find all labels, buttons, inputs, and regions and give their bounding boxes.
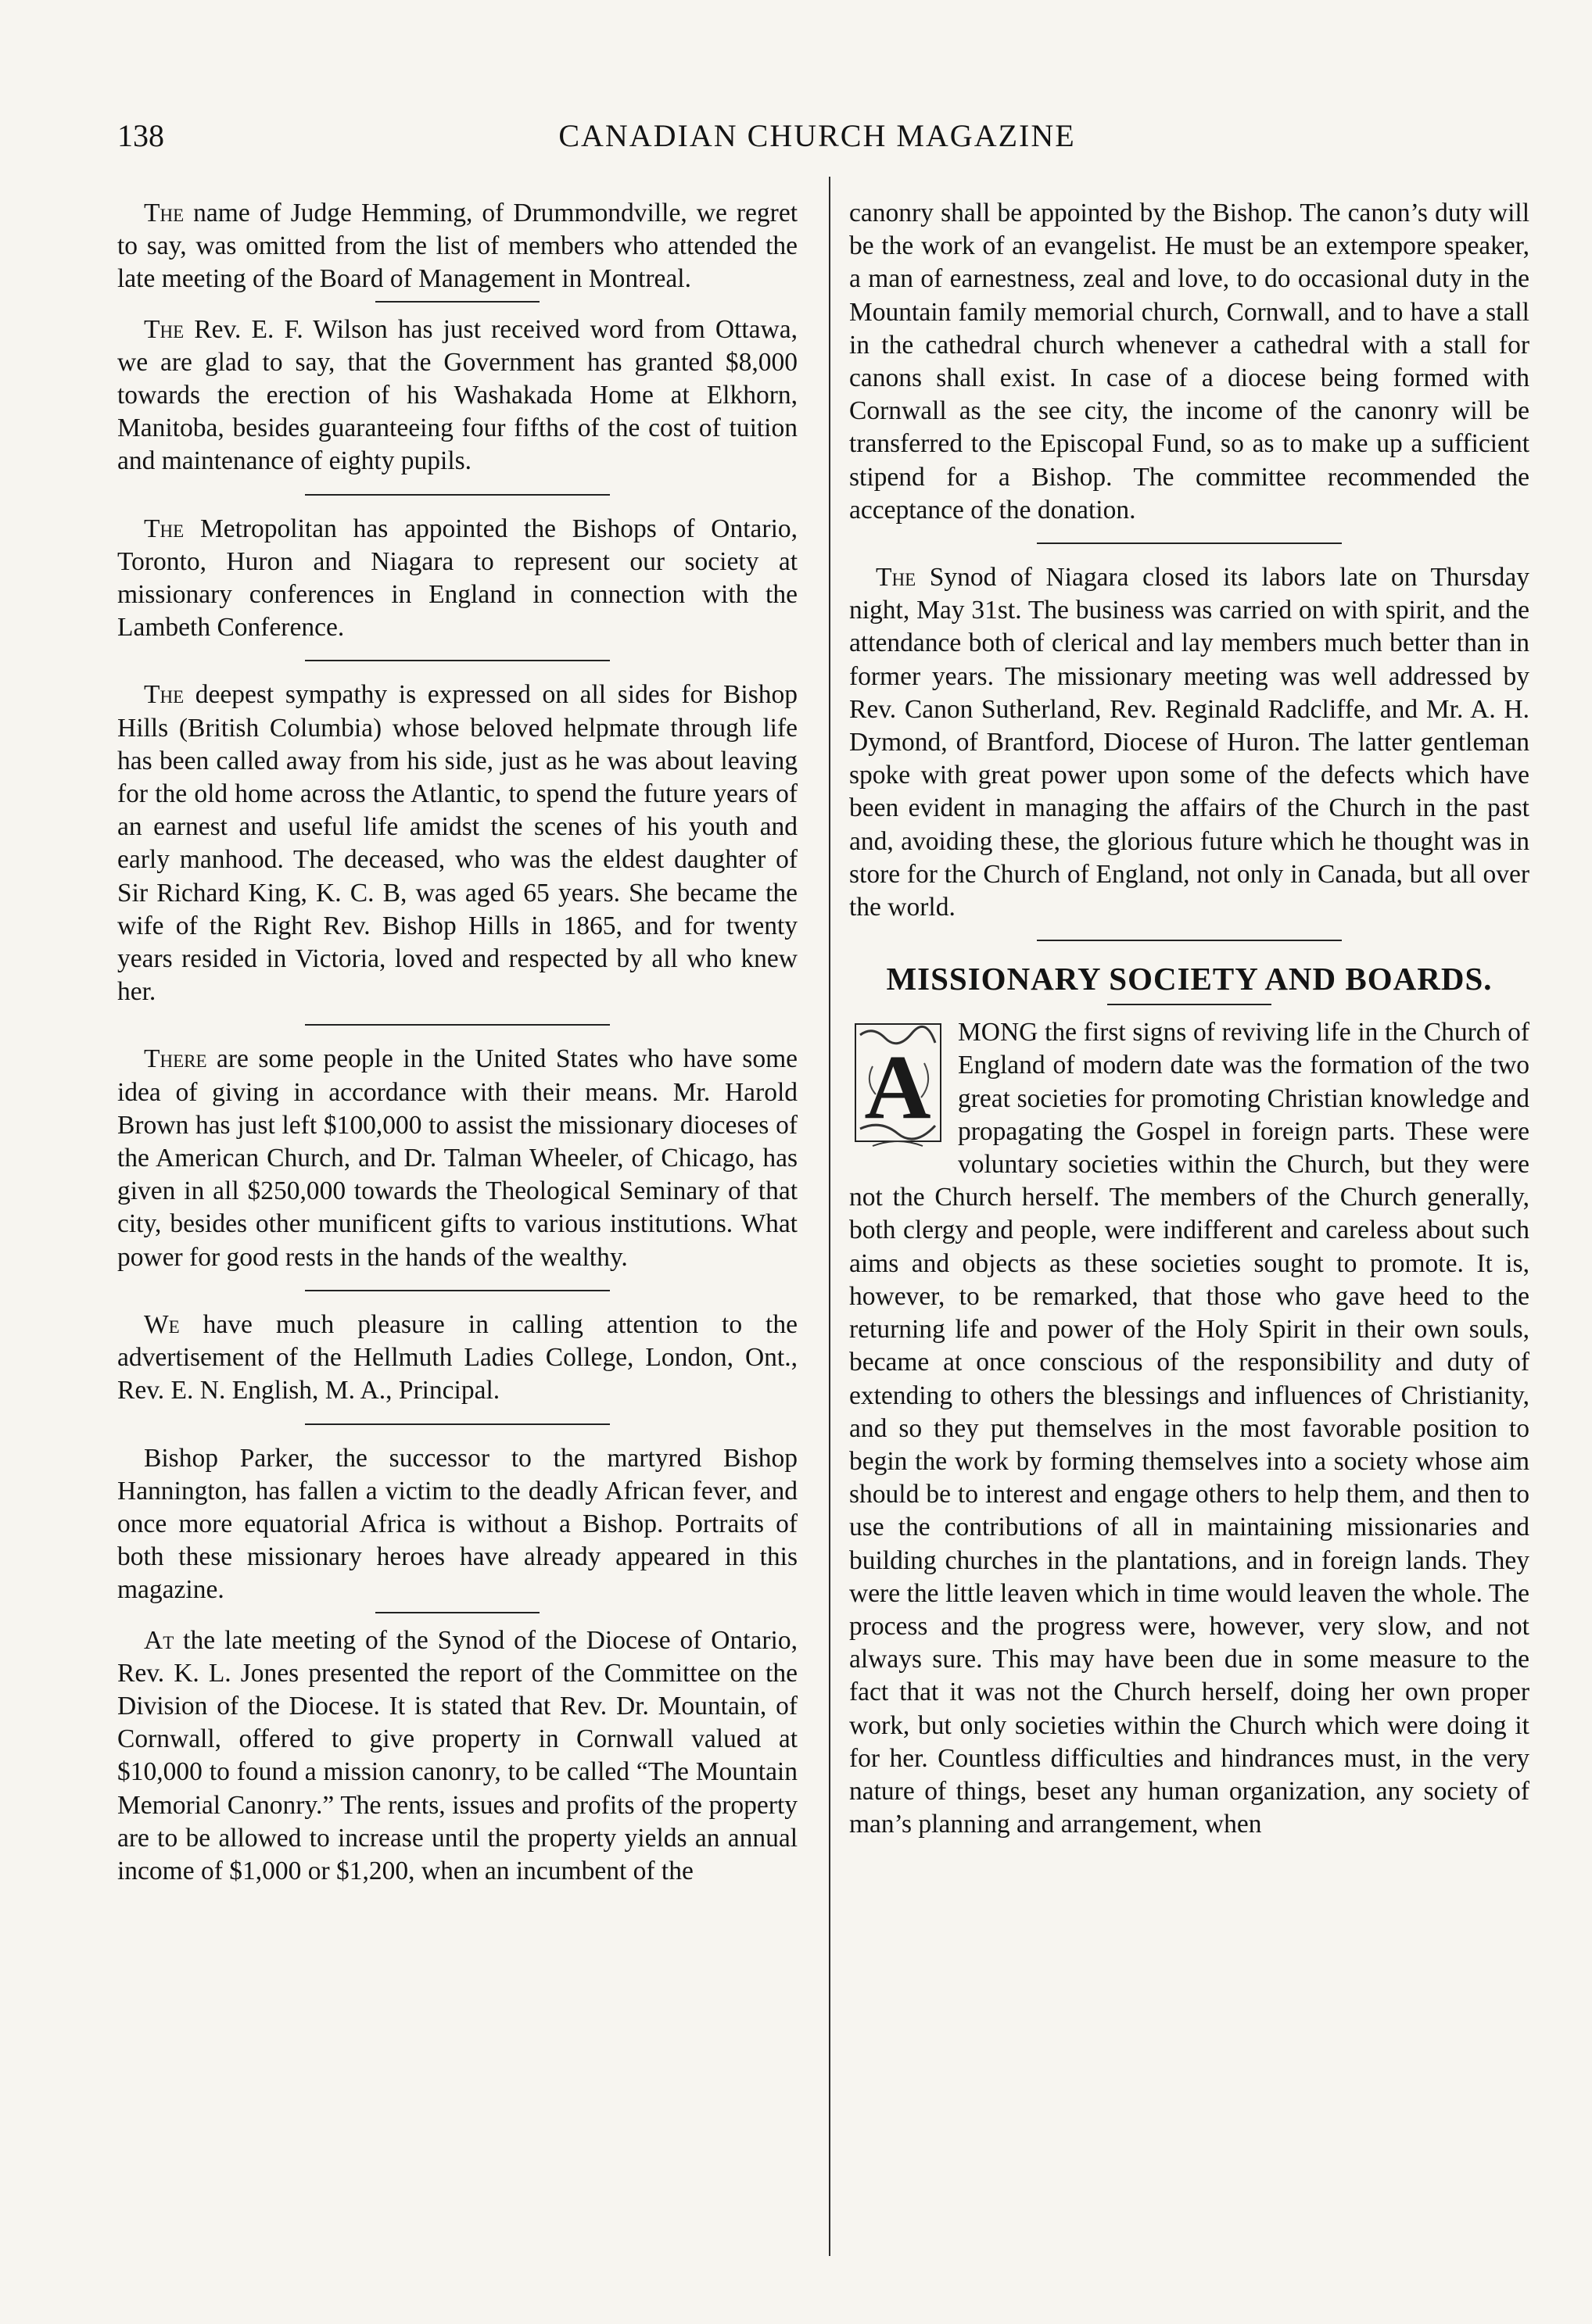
lead-word: At (144, 1625, 174, 1655)
lead-word: There (144, 1044, 207, 1074)
paragraph-text: are some people in the United States who have some idea of giving in accordance with their means. Mr. Harold Brown has just left $100,000 to assist the missionary dioceses of the American Church, and Dr. Talman Wheeler, of Chicago, has given in all $250,000 towards the Theological Seminary of that city, besides other munificent gifts to various institutions. What power for good rests in the hands of the wealthy. (117, 1044, 798, 1272)
article-opening (849, 1016, 1529, 1841)
separator-rule (305, 1024, 610, 1026)
news-item-giving (117, 1043, 798, 1273)
paragraph-text: Bishop Parker, the successor to the martyred Bishop Hannington, has fallen a victim to the deadly African fever, and once more equatorial Africa is without a Bishop. Portraits of both these missionary heroes have already appeared in this magazine. (117, 1443, 798, 1605)
separator-rule (375, 301, 540, 303)
section-heading: MISSIONARY SOCIETY AND BOARDS. (886, 961, 1493, 997)
paragraph-text: the first signs of reviving life in the Church of England of modern date was the formation of the two great societies for promoting Christian knowledge and propagating the Gospel in foreign parts. These were voluntary societies within the Church, but they were not the Church herself. The members of the Church generally, both clergy and people, were indifferent and careless about such aims and objects as these societies sought to promote. It is, however, to be remarked, that those who gave heed to the returning life and power of the Holy Spirit in their own souls, became at once conscious of the responsibility and duty of extending to others the blessings and influences of Christianity, and so they put themselves in the most favorable position to begin the work by forming themselves into a society whose aim should be to interest and engage others to help them, and then to use the contributions of all in maintaining missionaries and building churches in the plantations, and in foreign lands. They were the little leaven which in time would leaven the whole. The process and the progress were, however, very slow, and not always sure. This may have been due in some measure to the fact that it was not the Church herself, doing her own proper work, but only societies within the Church which were doing it for her. Countless difficulties and hindrances must, in the very nature of things, beset any human organization, any society of man’s planning and arrangement, when (849, 1018, 1529, 1839)
right-column (849, 197, 1529, 1841)
running-title: CANADIAN CHURCH MAGAZINE (558, 118, 1076, 153)
paragraph-text: have much pleasure in calling attention to the advertisement of the Hellmuth Ladies College, London, Ont., Rev. E. N. English, M. A., Principal. (117, 1309, 798, 1406)
lead-word: The (144, 314, 185, 344)
separator-rule (305, 1290, 610, 1291)
news-item-hemming (117, 197, 798, 296)
lead-word: We (144, 1309, 180, 1339)
news-item-hellmuth (117, 1309, 798, 1408)
separator-rule (305, 1423, 610, 1425)
paragraph-text: Synod of Niagara closed its labors late on Thursday night, May 31st. The business was carried on with spirit, and the attendance both of clerical and lay members much better than in former years. The missionary meeting was well addressed by Rev. Canon Sutherland, Rev. Reginald Radcliffe, and Mr. A. H. Dymond, of Brantford, Diocese of Huron. The latter gentleman spoke with great power upon some of the defects which have been evident in managing the affairs of the Church in the past and, avoiding these, the glorious future which he thought was in store for the Church of England, not only in Canada, but all over the world. (849, 563, 1529, 922)
news-item-bishop-parker (117, 1442, 798, 1607)
lead-word: MONG (958, 1018, 1038, 1047)
separator-rule (305, 660, 610, 661)
page-header (117, 117, 1517, 167)
continued-paragraph: canonry shall be appointed by the Bishop. The canon’s duty will be the work of an evangelist. He must be an extempore speaker, a man of earnestness, zeal and love, to do occasional duty in the Mountain family memorial church, Cornwall, and to have a stall in the cathedral church whenever a cathedral with a stall for canons shall exist. In case of a diocese being formed with Cornwall as the see city, the income of the canonry will be transferred to the Episcopal Fund, so as to make up a sufficient stipend for a Bishop. The committee recommended the acceptance of the donation. (849, 199, 1529, 525)
left-column (117, 197, 798, 1888)
lead-word: The (144, 514, 185, 543)
separator-rule (1037, 543, 1342, 544)
paragraph-text: name of Judge Hemming, of Drummondville, we regret to say, was omitted from the list of members who attended the late meeting of the Board of Management in Montreal. (117, 199, 798, 294)
lead-word: The (144, 199, 185, 227)
news-item-metropolitan (117, 513, 798, 645)
separator-rule (375, 1612, 540, 1613)
news-item-ontario-synod (117, 1624, 798, 1889)
separator-rule (1107, 1004, 1271, 1005)
paragraph-text: Metropolitan has appointed the Bishops of Ontario, Toronto, Huron and Niagara to represent our society at missionary conferences in England in connection with the Lambeth Conference. (117, 514, 798, 643)
ornamental-dropcap (849, 1019, 947, 1152)
page-number: 138 (117, 118, 164, 153)
paragraph-text: the late meeting of the Synod of the Diocese of Ontario, Rev. K. L. Jones presented the report of the Committee on the Division of the Diocese. It is stated that Rev. Dr. Mountain, of Cornwall, offered to give property in Cornwall valued at $10,000 to found a mission canonry, to be called “The Mountain Memorial Canonry.” The rents, issues and profits of the property are to be allowed to increase until the property yields an annual income of $1,000 or $1,200, when an incumbent of the (117, 1625, 798, 1885)
paragraph-text: deepest sympathy is expressed on all sides for Bishop Hills (British Columbia) whose beloved helpmate through life has been called away from his side, just as he was about leaving for the old home across the Atlantic, to spend the future years of an earnest and useful life amidst the scenes of his youth and early manhood. The deceased, who was the eldest daughter of Sir Richard King, K. C. B, was aged 65 years. She became the wife of the Right Rev. Bishop Hills in 1865, and for twenty years resided in Victoria, loved and respected by all who knew her. (117, 680, 798, 1007)
dropcap-letter: A (864, 1036, 931, 1139)
news-item-wilson (117, 313, 798, 478)
column-divider (829, 177, 830, 2256)
lead-word: The (876, 563, 916, 593)
news-item-niagara-synod (849, 561, 1529, 924)
paragraph-text: Rev. E. F. Wilson has just received word from Ottawa, we are glad to say, that the Government has granted $8,000 towards the erection of his Washakada Home at Elkhorn, Manitoba, besides guaranteeing four fifths of the cost of tuition and maintenance of eighty pupils. (117, 314, 798, 476)
news-item-bishop-hills (117, 679, 798, 1008)
separator-rule (1037, 940, 1342, 941)
lead-word: The (144, 680, 185, 710)
separator-rule (305, 494, 610, 496)
